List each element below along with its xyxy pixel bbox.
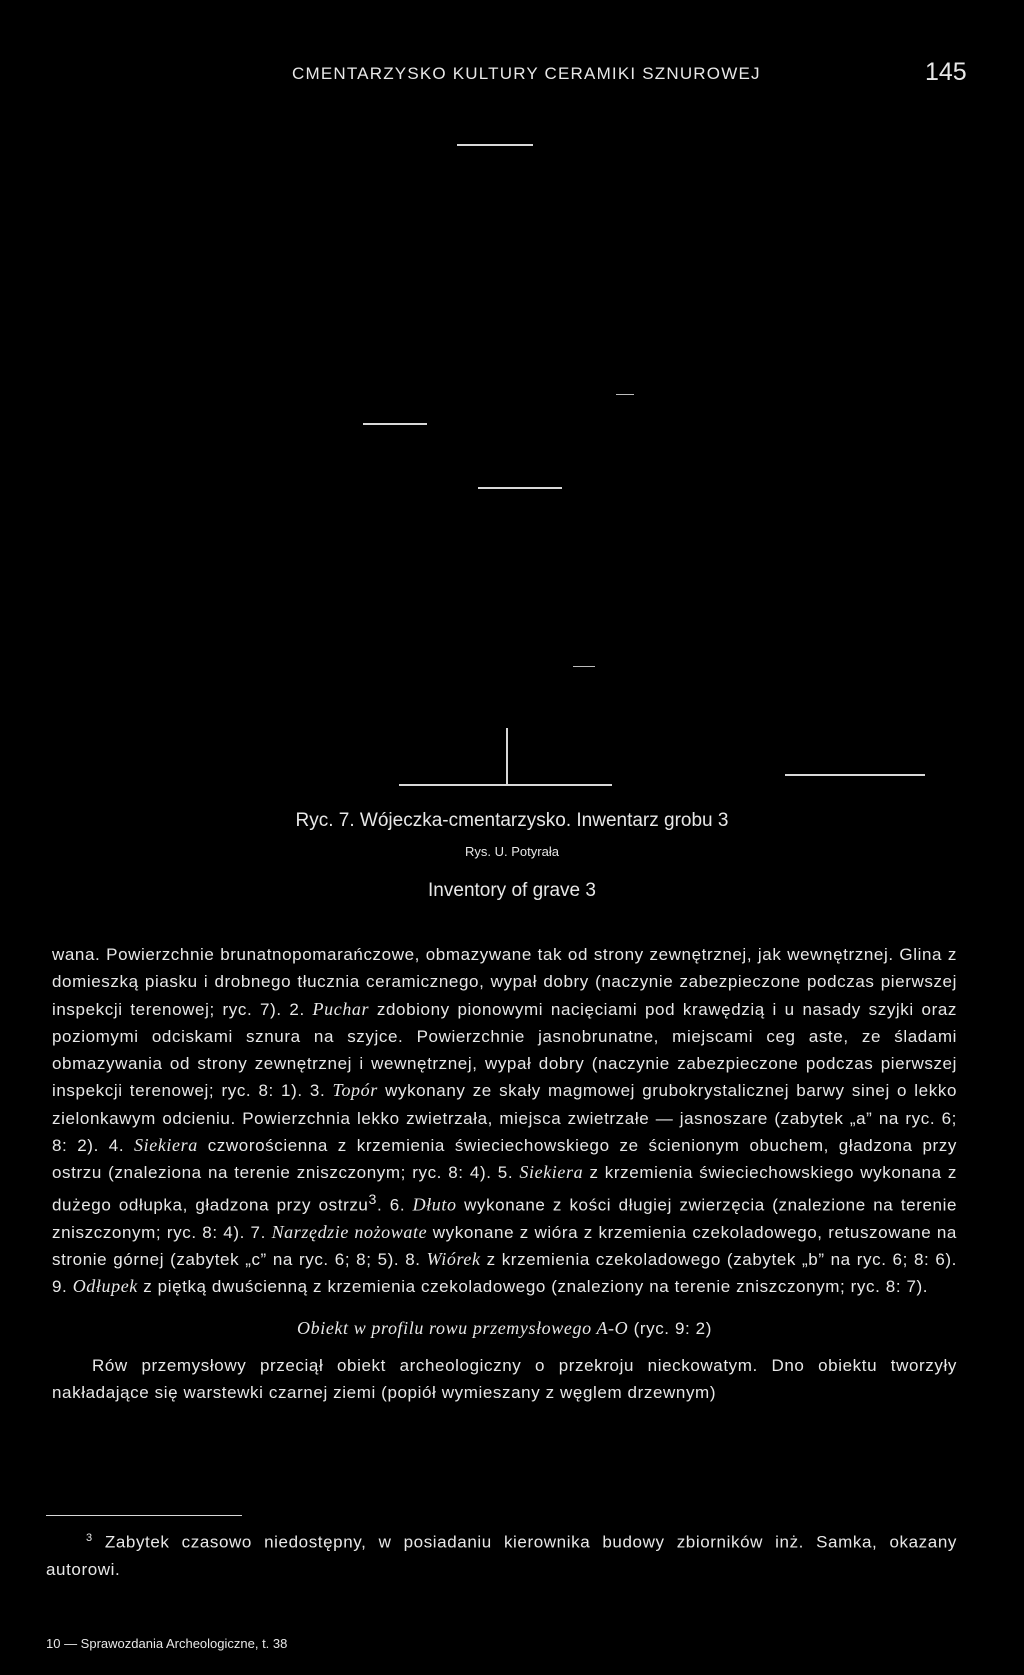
body-text [52,941,957,1406]
text-run: . 6. [376,1195,413,1215]
section-heading [52,1315,957,1342]
text-run: wana. Powierzchnie brunatnopomarańczowe, obmazywane tak od strony zewnętrznej, jak wewnętrznej. Glina z domieszką piasku i drobnego tłucznia ceramicznego, wypał dobry (naczynie zabezpieczone podczas pierwszej inspekcji terenowej; ryc. 7). 2. [52,945,957,1019]
item-term: Dłuto [412,1194,457,1215]
plate-line [785,774,925,776]
footnote-ref: 3 [368,1191,377,1208]
page-number: 145 [925,58,967,86]
plate-speck [573,666,595,667]
text-run: wykonane z kości długiej zwierzęcia (znalezione na terenie zniszczonym; ryc. 8: 4). 7. [52,1195,957,1242]
item-term: Topór [332,1080,378,1101]
footnote-text: Zabytek czasowo niedostępny, w posiadaniu kierownika budowy zbiorników inż. Samka, okazany autorowi. [46,1532,957,1579]
footnote-marker: 3 [86,1532,93,1544]
running-title: CMENTARZYSKO KULTURY CERAMIKI SZNUROWEJ [292,64,761,83]
footnote-rule [46,1515,242,1516]
item-term: Narzędzie nożowate [271,1221,428,1242]
item-term: Odłupek [72,1276,138,1297]
plate-line [363,423,427,425]
item-term: Siekiera [134,1135,198,1156]
figure-plate [0,120,1024,800]
item-term: Wiórek [426,1248,481,1269]
section-heading-title: Obiekt w profilu rowu przemysłowego A-O [297,1317,629,1338]
caption-credit: Rys. U. Potyrała [465,844,559,859]
caption-english: Inventory of grave 3 [428,880,596,901]
paragraph [52,941,957,1301]
text-run: z krzemienia świeciechowskiego wykonana z dużego odłupka, gładzona przy ostrzu [52,1163,957,1215]
footnote [46,1525,957,1583]
text-run: zdobiony pionowymi nacięciami pod krawędzią i u nasady szyjki oraz poziomymi odciskami sznura na szyjce. Powierzchnie jasnobrunatne, miejscami ceg aste, ze śladami obmazywania od strony zewnętrznej i wewnętrznej, wypał dobry (naczynie zabezpieczone podczas pierwszej inspekcji terenowej; ryc. 8: 1). 3. [52,999,957,1101]
text-run: czworościenna z krzemienia świeciechowskiego ze ścienionym obuchem, gładzona przy ostrzu (znaleziona na terenie zniszczonym; ryc. 8: 4). 5. [52,1136,957,1183]
plate-line [457,144,533,146]
text-run: wykonane z wióra z krzemienia czekoladowego, retuszowane na stronie górnej (zabytek „c” na ryc. 6; 8; 5). 8. [52,1222,957,1269]
running-head [0,58,1024,88]
plate-speck [616,394,634,395]
text-run: z piętką dwuścienną z krzemienia czekoladowego (znaleziony na terenie zniszczonym; ryc. 8: 7). [137,1277,929,1297]
plate-line [478,487,562,489]
text-run: z krzemienia czekoladowego (zabytek „b” na ryc. 6; 8: 6). 9. [52,1249,957,1297]
item-term: Puchar [312,998,370,1019]
paragraph [52,1352,957,1407]
plate-line [506,728,508,784]
section-heading-ref: (ryc. 9: 2) [628,1318,712,1338]
text-run: Rów przemysłowy przeciął obiekt archeologiczny o przekroju nieckowatym. Dno obiektu tworzyły nakładające się warstewki czarnej ziemi (popiół wymieszany z węglem drzewnym) [52,1355,957,1403]
caption-main: Ryc. 7. Wójeczka-cmentarzysko. Inwentarz grobu 3 [295,810,729,831]
item-term: Siekiera [519,1162,584,1183]
text-run: wykonany ze skały magmowej grubokrystalicznej barwy sinej o lekko zielonkawym odcieniu. Powierzchnia lekko zwietrzała, miejsca zwietrzałe — jasnoszare (zabytek „a” na ryc. 6; 8: 2). 4. [52,1081,957,1156]
folio-line: 10 — Sprawozdania Archeologiczne, t. 38 [46,1636,288,1651]
plate-line [399,784,612,786]
